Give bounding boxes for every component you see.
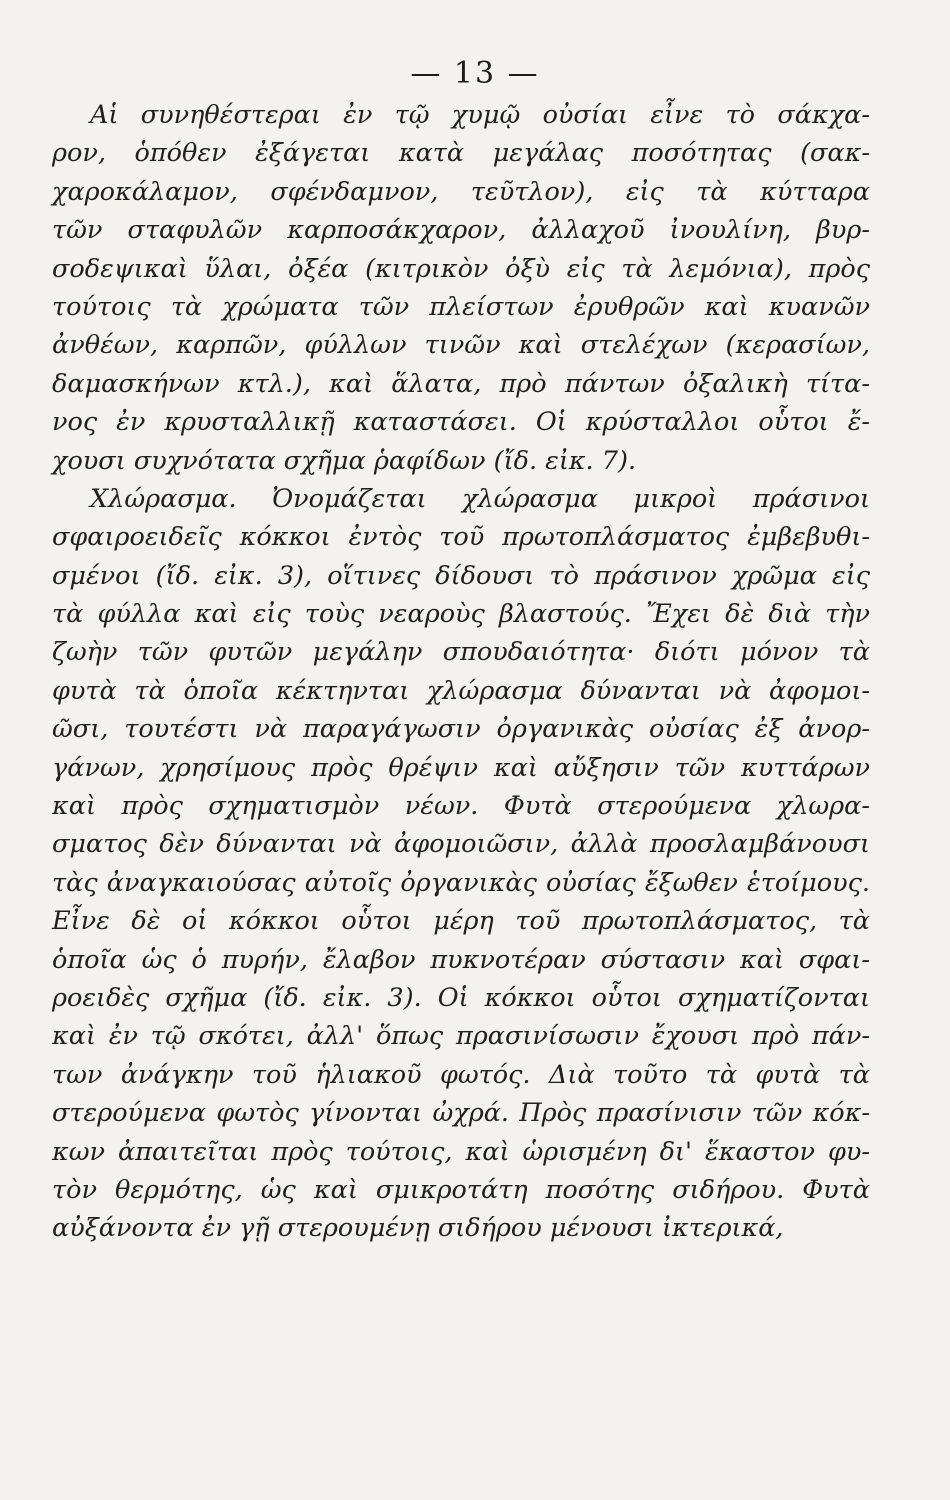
text-line: Χλώρασμα. Ὀνομάζεται χλώρασμα μικροὶ πράσινοι: [90, 483, 870, 514]
text-line: των ἀνάγκην τοῦ ἡλιακοῦ φωτός. Διὰ τοῦτο τὰ φυτὰ τὰ: [52, 1059, 870, 1090]
text-line: καὶ πρὸς σχηματισμὸν νέων. Φυτὰ στερούμενα χλωρα-: [52, 791, 870, 822]
text-line: τούτοις τὰ χρώματα τῶν πλείστων ἐρυθρῶν καὶ κυανῶν: [52, 291, 870, 322]
text-line: ροειδὲς σχῆμα (ἴδ. εἰκ. 3). Οἱ κόκκοι οὗτοι σχηματίζονται: [52, 982, 870, 1013]
text-line: στερούμενα φωτὸς γίνονται ὠχρά. Πρὸς πρασίνισιν τῶν κόκ-: [52, 1098, 870, 1129]
text-line: τὰς ἀναγκαιούσας αὐτοῖς ὀργανικὰς οὐσίας ἔξωθεν ἑτοίμους.: [52, 867, 870, 898]
text-line: Εἶνε δὲ οἱ κόκκοι οὗτοι μέρη τοῦ πρωτοπλάσματος, τὰ: [52, 906, 870, 937]
text-line: κων ἀπαιτεῖται πρὸς τούτοις, καὶ ὡρισμένη δι' ἕκαστον φυ-: [52, 1136, 870, 1167]
text-line: ῶσι, τουτέστι νὰ παραγάγωσιν ὀργανικὰς οὐσίας ἐξ ἀνορ-: [52, 714, 870, 745]
text-line: ρον, ὁπόθεν ἐξάγεται κατὰ μεγάλας ποσότητας (σακ-: [52, 138, 870, 169]
text-line: τῶν σταφυλῶν καρποσάκχαρον, ἀλλαχοῦ ἰνουλίνη, βυρ-: [52, 215, 870, 246]
page-number: — 13 —: [410, 56, 540, 91]
text-line: αὐξάνοντα ἐν γῇ στερουμένῃ σιδήρου μένουσι ἰκτερικά,: [52, 1213, 784, 1244]
text-line: σμένοι (ἴδ. εἰκ. 3), οἵτινες δίδουσι τὸ πράσινον χρῶμα εἰς: [52, 560, 870, 591]
text-line: Αἱ συνηθέστεραι ἐν τῷ χυμῷ οὐσίαι εἶνε τὸ σάκχα-: [90, 100, 870, 130]
text-line: ὁποῖα ὡς ὁ πυρήν, ἔλαβον πυκνοτέραν σύστασιν καὶ σφαι-: [52, 944, 870, 975]
body-text: [52, 96, 870, 1248]
text-line: σματος δὲν δύνανται νὰ ἀφομοιῶσιν, ἀλλὰ προσλαμβάνουσι: [52, 829, 870, 860]
text-line: τὰ φύλλα καὶ εἰς τοὺς νεαροὺς βλαστούς. Ἔχει δὲ διὰ τὴν: [52, 599, 870, 630]
text-line: ἀνθέων, καρπῶν, φύλλων τινῶν καὶ στελέχων (κερασίων,: [52, 330, 870, 361]
text-line: σοδεψικαὶ ὕλαι, ὀξέα (κιτρικὸν ὀξὺ εἰς τὰ λεμόνια), πρὸς: [52, 253, 870, 284]
text-line: ζωὴν τῶν φυτῶν μεγάλην σπουδαιότητα· διότι μόνον τὰ: [52, 637, 870, 668]
text-line: νος ἐν κρυσταλλικῇ καταστάσει. Οἱ κρύσταλλοι οὗτοι ἔ-: [52, 407, 870, 438]
text-line: χουσι συχνότατα σχῆμα ῥαφίδων (ἴδ. εἰκ. 7).: [52, 445, 637, 476]
text-line: καὶ ἐν τῷ σκότει, ἀλλ' ὅπως πρασινίσωσιν ἔχουσι πρὸ πάν-: [52, 1021, 870, 1052]
text-line: τὸν θερμότης, ὡς καὶ σμικροτάτη ποσότης σιδήρου. Φυτὰ: [52, 1174, 870, 1205]
text-line: σφαιροειδεῖς κόκκοι ἐντὸς τοῦ πρωτοπλάσματος ἐμβεβυθι-: [52, 522, 870, 553]
text-line: φυτὰ τὰ ὁποῖα κέκτηνται χλώρασμα δύνανται νὰ ἀφομοι-: [52, 675, 870, 706]
text-line: γάνων, χρησίμους πρὸς θρέψιν καὶ αὔξησιν τῶν κυττάρων: [52, 752, 870, 783]
text-line: δαμασκήνων κτλ.), καὶ ἅλατα, πρὸ πάντων ὀξαλικὴ τίτα-: [52, 368, 870, 399]
text-line: χαροκάλαμον, σφένδαμνον, τεῦτλον), εἰς τὰ κύτταρα: [52, 176, 870, 207]
